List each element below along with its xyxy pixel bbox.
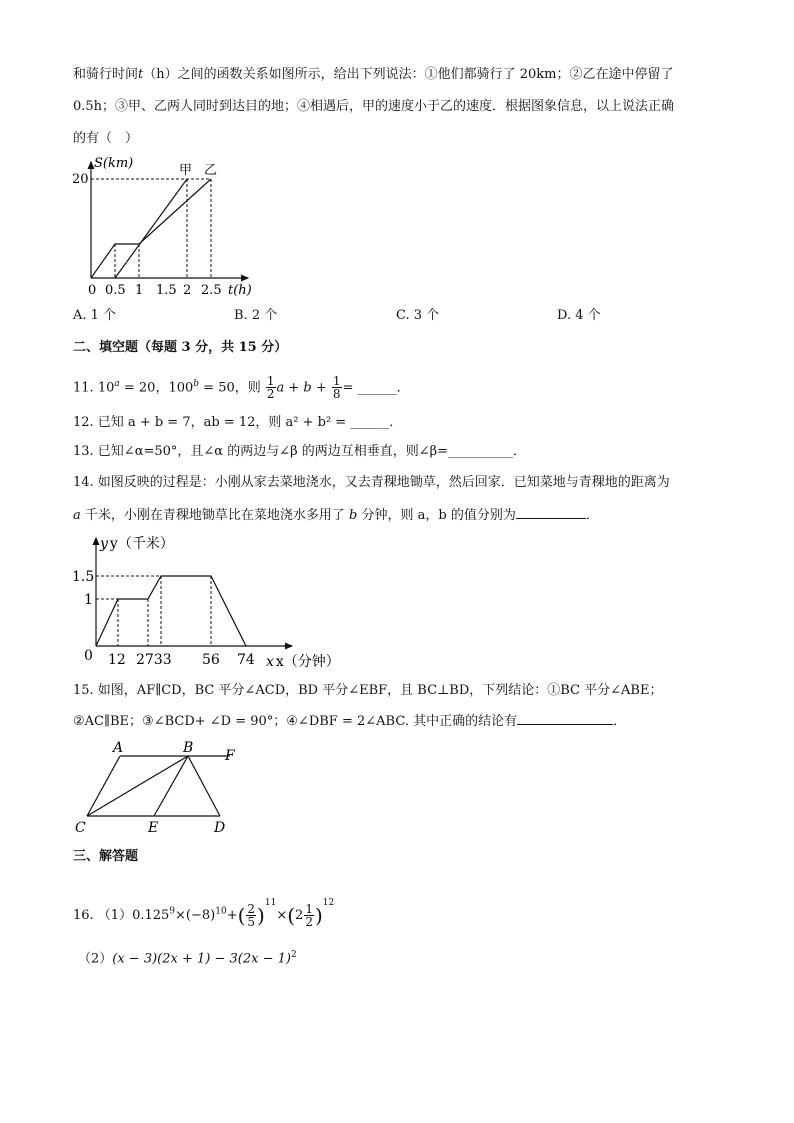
q10-label-jia: 甲 — [179, 163, 193, 178]
q10-y20: 20 — [72, 172, 89, 187]
section3-heading: 三、解答题 — [73, 849, 139, 864]
q11-mid: a + b + — [276, 380, 327, 396]
q14-line2-post: 分钟，则 a，b 的值分别为 — [357, 508, 516, 523]
q14-xtick-56: 56 — [202, 652, 220, 668]
q14-xtick-2733: 2733 — [136, 652, 172, 668]
q10-option-d: D. 4 个 — [557, 308, 601, 323]
q14-xtick-74: 74 — [237, 652, 255, 668]
q16-p2-exp: 2 — [290, 950, 297, 960]
q10-option-c: C. 3 个 — [396, 308, 440, 323]
q14-ylabel: y y（千米） — [100, 536, 174, 552]
q10-line1-pre: 和骑行时间 — [73, 67, 139, 82]
q16-p1-f1-exp: 11 — [264, 898, 277, 908]
q16-p1-b-exp: 10 — [215, 906, 227, 917]
q11-eq2-rhs: = 50，则 — [199, 380, 261, 396]
q14-var-a: a — [73, 508, 81, 523]
q16-p2-expr: (x − 3)(2x + 1) − 3(2x − 1) — [112, 951, 291, 967]
q10-xtick-05: 0.5 — [105, 283, 126, 298]
q16-p1-plus: + — [226, 908, 238, 923]
q11-eq2-exp: b — [193, 379, 200, 389]
q16-part2 — [78, 946, 297, 968]
q14-var-b: b — [349, 508, 358, 523]
q14-blank — [516, 506, 586, 519]
section2-heading: 二、填空题（每题 3 分，共 15 分） — [73, 340, 288, 355]
q10-option-b: B. 2 个 — [234, 308, 278, 323]
q10-line1 — [73, 66, 674, 84]
q15-line2-text: ②AC∥BE；③∠BCD+ ∠D = 90°；④∠DBF = 2∠ABC. 其中正确的结论有 — [73, 714, 518, 729]
q14-origin: 0 — [84, 648, 93, 664]
q10-line3: 的有（ ） — [73, 131, 139, 146]
q16-p1-a: 0.125 — [132, 908, 170, 923]
q16-frac1: $\frac{2}{5}$ — [247, 902, 256, 929]
q11-frac1: $\frac{1}{2}$ — [266, 374, 275, 402]
q12: 12. 已知 a + b = 7，ab = 12，则 a² + b² = ______． — [73, 415, 403, 430]
q14-line2 — [73, 506, 599, 525]
q16-p1-label: 16. （1） — [73, 908, 133, 923]
q11-num: 11. — [73, 380, 94, 396]
q15-label-a: A — [113, 740, 124, 756]
q10-xtick-2: 2 — [183, 283, 192, 298]
q16-frac2: $\frac{1}{2}$ — [305, 902, 313, 929]
q10-xlabel: t(h) — [228, 283, 252, 298]
q11-eq1-rhs: = 20，100 — [119, 380, 194, 396]
q16-part1: 16. $(1)0.125^9\times(-8)^{10}+$( $\frac{2}{5}$ )$^{11}$×(2 $\frac{1}{2}$ )$^{12}$ — [73, 898, 335, 929]
q10-xtick-15: 1.5 — [156, 283, 177, 298]
q15-line-ac — [87, 756, 120, 816]
q11-frac2: $\frac{1}{8}$ — [332, 374, 341, 402]
q11-eq1-exp: a — [114, 379, 120, 389]
q16-p1-times: × — [276, 908, 288, 923]
q10-line2: 0.5h；③甲、乙两人同时到达目的地；④相遇后，甲的速度小于乙的速度．根据图象信息，以上说法正确 — [73, 99, 675, 114]
q15-line-bc — [87, 756, 188, 816]
q15-figure — [70, 736, 260, 840]
q16-p1-a-exp: 9 — [169, 906, 176, 917]
q10-xtick-0: 0 — [88, 283, 97, 298]
q10-xtick-1: 1 — [135, 283, 144, 298]
q16-p2-label: （2） — [78, 951, 113, 967]
q16-p1-b: ×(−8) — [175, 908, 216, 923]
q15-label-b: B — [183, 740, 194, 756]
q15-line-be — [154, 756, 188, 816]
q14-y15: 1.5 — [72, 569, 95, 585]
q14-graph — [72, 530, 340, 670]
q15-label-d: D — [214, 820, 226, 836]
q14-tail: ． — [585, 508, 599, 523]
q14-line2-mid: 千米，小刚在青稞地锄草比在菜地浇水多用了 — [80, 508, 350, 523]
q14-xtick-12: 12 — [108, 652, 126, 668]
q15-tail: ． — [613, 714, 627, 729]
q15-label-f: F — [225, 748, 235, 764]
q10-line-jia — [115, 179, 187, 278]
q15-label-e: E — [148, 820, 159, 836]
q10-t-var: t — [138, 67, 144, 82]
q11-tail: = ______． — [342, 380, 410, 396]
q15-line-bd — [188, 756, 220, 816]
q10-line1-post: （h）之间的函数关系如图所示，给出下列说法：①他们都骑行了 20km；②乙在途中停留了 — [143, 67, 674, 82]
q14-xlabel: x x（分钟） — [266, 654, 340, 670]
q15-blank — [517, 712, 613, 725]
q10-ylabel: S(km) — [94, 156, 134, 171]
q14-y1: 1 — [84, 592, 93, 608]
q10-option-a: A. 1 个 — [73, 308, 117, 323]
q15-line2 — [73, 712, 626, 731]
q16-p1-whole: 2 — [295, 908, 304, 923]
q13: 13. 已知∠α=50°，且∠α 的两边与∠β 的两边互相垂直，则∠β=__________． — [73, 444, 527, 459]
q15-label-c: C — [75, 820, 86, 836]
q11 — [73, 372, 410, 400]
q10-graph — [66, 152, 266, 302]
q15-line1: 15. 如图，AF∥CD，BC 平分∠ACD，BD 平分∠EBF，且 BC⊥BD，下列结论：①BC 平分∠ABE； — [73, 683, 663, 698]
q11-eq1: 10 — [97, 380, 115, 396]
q14-line1: 14. 如图反映的过程是：小刚从家去菜地浇水，又去青稞地锄草，然后回家．已知菜地与青稞地的距离为 — [73, 475, 670, 490]
q10-label-yi: 乙 — [204, 163, 218, 178]
q10-xtick-25: 2.5 — [201, 283, 222, 298]
q16-p1-f2-exp: 12 — [322, 898, 335, 908]
